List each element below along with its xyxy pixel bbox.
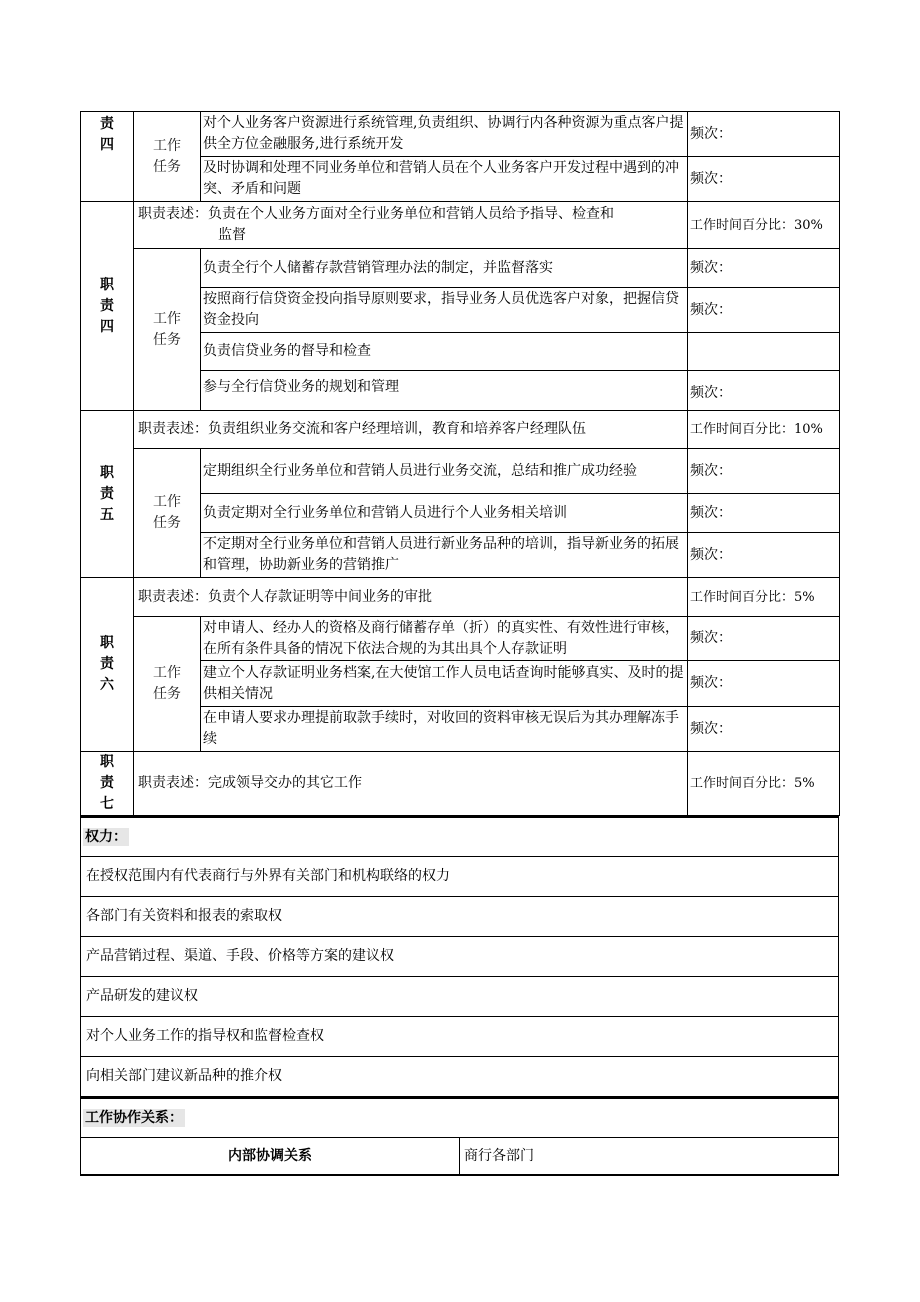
frequency-cell: 频次： bbox=[688, 157, 840, 202]
powers-title: 权力： bbox=[81, 817, 839, 857]
table-row bbox=[81, 202, 840, 249]
table-row bbox=[81, 449, 840, 494]
frequency-cell: 频次： bbox=[688, 661, 840, 707]
time-percentage: 工作时间百分比：5% bbox=[688, 752, 840, 816]
task-text: 及时协调和处理不同业务单位和营销人员在个人业务客户开发过程中遇到的冲突、矛盾和问题 bbox=[201, 157, 688, 202]
task-text: 负责信贷业务的督导和检查 bbox=[201, 333, 688, 371]
list-item: 对个人业务工作的指导权和监督检查权 bbox=[81, 1017, 839, 1057]
table-row bbox=[81, 1138, 839, 1176]
internal-coordination-label: 内部协调关系 bbox=[81, 1138, 460, 1176]
task-label: 工作 任务 bbox=[134, 112, 201, 202]
list-item: 各部门有关资料和报表的索取权 bbox=[81, 897, 839, 937]
list-item: 产品研发的建议权 bbox=[81, 977, 839, 1017]
duty-description: 职责表述：完成领导交办的其它工作 bbox=[134, 752, 688, 816]
task-text: 参与全行信贷业务的规划和管理 bbox=[201, 371, 688, 411]
task-text: 负责全行个人储蓄存款营销管理办法的制定，并监督落实 bbox=[201, 249, 688, 288]
powers-table bbox=[80, 816, 839, 1097]
task-text: 不定期对全行业务单位和营销人员进行新业务品种的培训，指导新业务的拓展和管理，协助新业务的营销推广 bbox=[201, 533, 688, 578]
task-text: 按照商行信贷资金投向指导原则要求，指导业务人员优选客户对象，把握信贷资金投向 bbox=[201, 288, 688, 333]
frequency-cell: 频次： bbox=[688, 707, 840, 752]
duty-description: 职责表述：负责组织业务交流和客户经理培训，教育和培养客户经理队伍 bbox=[134, 411, 688, 449]
duty-label: 职 责 四 bbox=[81, 202, 134, 411]
duty-description: 职责表述：负责在个人业务方面对全行业务单位和营销人员给予指导、检查和 监督 bbox=[134, 202, 688, 249]
frequency-cell: 频次： bbox=[688, 112, 840, 157]
frequency-cell: 频次： bbox=[688, 617, 840, 661]
task-label: 工作 任务 bbox=[134, 449, 201, 578]
table-row bbox=[81, 1098, 839, 1138]
frequency-cell: 频次： bbox=[688, 371, 840, 411]
task-label: 工作 任务 bbox=[134, 249, 201, 411]
task-text: 负责定期对全行业务单位和营销人员进行个人业务相关培训 bbox=[201, 494, 688, 533]
time-percentage: 工作时间百分比：30% bbox=[688, 202, 840, 249]
frequency-cell: 频次： bbox=[688, 533, 840, 578]
task-text: 在申请人要求办理提前取款手续时，对收回的资料审核无误后为其办理解冻手续 bbox=[201, 707, 688, 752]
task-text: 定期组织全行业务单位和营销人员进行业务交流，总结和推广成功经验 bbox=[201, 449, 688, 494]
list-item: 在授权范围内有代表商行与外界有关部门和机构联络的权力 bbox=[81, 857, 839, 897]
frequency-cell bbox=[688, 333, 840, 371]
list-item: 向相关部门建议新品种的推介权 bbox=[81, 1057, 839, 1097]
table-row bbox=[81, 578, 840, 617]
frequency-cell: 频次： bbox=[688, 288, 840, 333]
cooperation-table bbox=[80, 1097, 839, 1176]
frequency-cell: 频次： bbox=[688, 494, 840, 533]
task-text: 对申请人、经办人的资格及商行储蓄存单（折）的真实性、有效性进行审核，在所有条件具备的情况下依法合规的为其出具个人存款证明 bbox=[201, 617, 688, 661]
table-row bbox=[81, 817, 839, 857]
table-row bbox=[81, 411, 840, 449]
duties-table bbox=[80, 111, 840, 816]
duty-label: 职 责 五 bbox=[81, 411, 134, 578]
table-row bbox=[81, 617, 840, 661]
frequency-cell: 频次： bbox=[688, 249, 840, 288]
task-text: 对个人业务客户资源进行系统管理,负责组织、协调行内各种资源为重点客户提供全方位金融服务,进行系统开发 bbox=[201, 112, 688, 157]
cooperation-title: 工作协作关系： bbox=[81, 1098, 839, 1138]
duty-label: 职 责 七 bbox=[81, 752, 134, 816]
table-row bbox=[81, 249, 840, 288]
list-item: 产品营销过程、渠道、手段、价格等方案的建议权 bbox=[81, 937, 839, 977]
time-percentage: 工作时间百分比：5% bbox=[688, 578, 840, 617]
job-description-page bbox=[80, 111, 839, 1176]
duty-description: 职责表述：负责个人存款证明等中间业务的审批 bbox=[134, 578, 688, 617]
duty-label: 责 四 bbox=[81, 112, 134, 202]
task-text: 建立个人存款证明业务档案,在大使馆工作人员电话查询时能够真实、及时的提供相关情况 bbox=[201, 661, 688, 707]
internal-coordination-value: 商行各部门 bbox=[460, 1138, 839, 1176]
frequency-cell: 频次： bbox=[688, 449, 840, 494]
task-label: 工作 任务 bbox=[134, 617, 201, 752]
time-percentage: 工作时间百分比：10% bbox=[688, 411, 840, 449]
table-row bbox=[81, 752, 840, 816]
duty-label: 职 责 六 bbox=[81, 578, 134, 752]
table-row bbox=[81, 112, 840, 157]
